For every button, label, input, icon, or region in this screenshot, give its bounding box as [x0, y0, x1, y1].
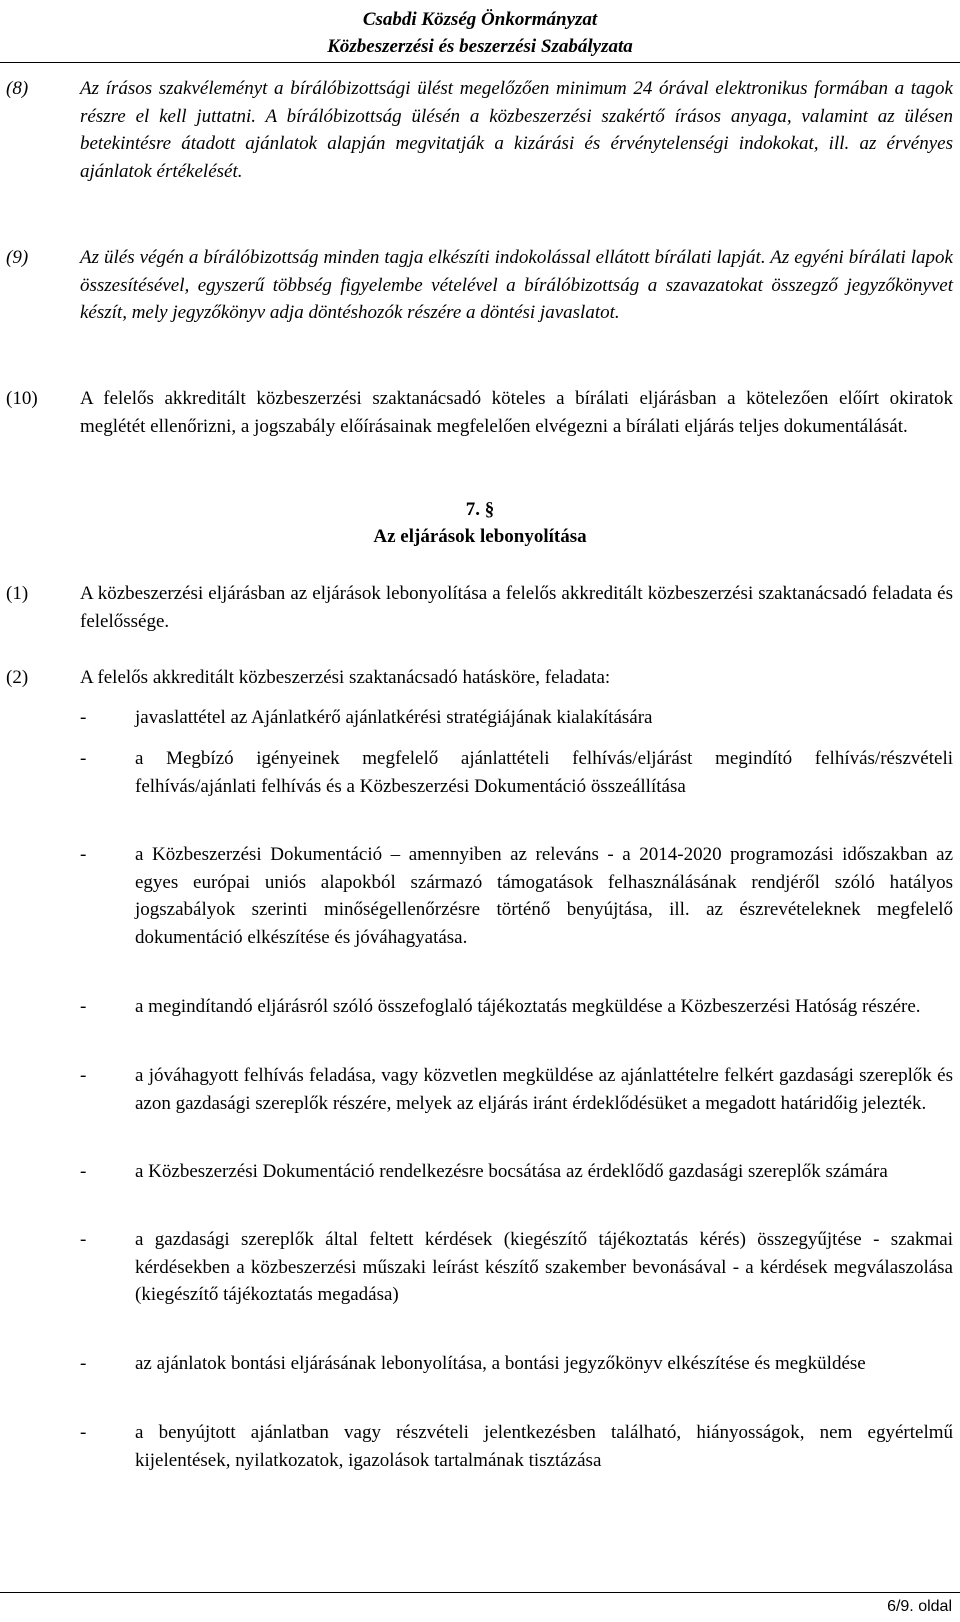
header-divider — [0, 62, 960, 63]
list-item-text: a jóváhagyott felhívás feladása, vagy közvetlen megküldése az ajánlattételre felkért gazdasági szereplők és azon gazdasági szereplők részére, melyek az eljárás iránt érdeklődésüket a megadott határidőig jelezték. — [135, 1065, 953, 1114]
paragraph-text: A felelős akkreditált közbeszerzési szaktanácsadó köteles a bírálati eljárásban a kötelezően előírt okiratok meglétét ellenőrizni, a jogszabály előírásainak megfelelően elvégezni a bírálati eljárás teljes dokumentálását. — [80, 388, 953, 437]
list-dash: - — [80, 707, 87, 728]
footer-divider — [0, 1592, 960, 1593]
list-dash: - — [80, 1422, 87, 1443]
section-title: Az eljárások lebonyolítása — [373, 526, 587, 547]
paragraph-number: (1) — [6, 583, 29, 604]
list-dash: - — [80, 844, 87, 865]
list-dash: - — [80, 1229, 87, 1250]
list-dash: - — [80, 996, 87, 1017]
list-dash: - — [80, 748, 87, 769]
list-item-text: javaslattétel az Ajánlatkérő ajánlatkérési stratégiájának kialakítására — [135, 707, 653, 728]
header-document-title: Közbeszerzési és beszerzési Szabályzata — [327, 36, 633, 57]
list-item-text: a Megbízó igényeinek megfelelő ajánlattételi felhívás/eljárást megindító felhívás/részvételi felhívás/ajánlati felhívás és a Közbeszerzési Dokumentáció összeállítása — [135, 748, 953, 797]
section-number: 7. § — [465, 499, 495, 520]
header-municipality: Csabdi Község Önkormányzat — [362, 9, 598, 30]
list-item-text: az ajánlatok bontási eljárásának lebonyolítása, a bontási jegyzőkönyv elkészítése és megküldése — [135, 1353, 866, 1374]
paragraph-number: (8) — [6, 78, 29, 99]
list-dash: - — [80, 1353, 87, 1374]
paragraph-text: A közbeszerzési eljárásban az eljárások lebonyolítása a felelős akkreditált közbeszerzési szaktanácsadó feladata és felelőssége. — [80, 583, 953, 632]
list-item-text: a benyújtott ajánlatban vagy részvételi jelentkezésben található, hiányosságok, nem egyértelmű kijelentések, nyilatkozatok, igazolások tartalmának tisztázása — [135, 1422, 953, 1471]
list-dash: - — [80, 1065, 87, 1086]
page-header — [0, 6, 960, 60]
paragraph-text: Az írásos szakvéleményt a bírálóbizottsági ülést megelőzően minimum 24 órával elektronikus formában a tagok részre el kell juttatni. A bírálóbizottság ülésén a közbeszerzési szakértő írásos anyaga, valamint az ülésen betekintésre átadott ajánlatok alapján megvitatják a kizárási és érvénytelenségi indokokat, ill. az érvényes ajánlatok értékelését. — [80, 78, 953, 182]
paragraph-number: (2) — [6, 667, 29, 688]
page-number: 6/9. oldal — [887, 1598, 952, 1615]
list-item-text: a Közbeszerzési Dokumentáció – amennyiben az releváns - a 2014-2020 programozási időszakban az egyes európai uniós alapokból származó támogatások felhasználásának rendjéről szóló hatályos jogszabályok szerinti minőségellenőrzésre történő benyújtása, ill. az észrevételeknek megfelelő dokumentáció elkészítése és jóváhagyatása. — [135, 844, 953, 948]
list-item-text: a megindítandó eljárásról szóló összefoglaló tájékoztatás megküldése a Közbeszerzési Hatóság részére. — [135, 996, 921, 1017]
paragraph-number: (9) — [6, 247, 29, 268]
paragraph-text: A felelős akkreditált közbeszerzési szaktanácsadó hatásköre, feladata: — [80, 667, 611, 688]
list-item-text: a gazdasági szereplők által feltett kérdések (kiegészítő tájékoztatás kérés) összegyűjtése - szakmai kérdésekben a közbeszerzési műszaki leírást készítő szakember bevonásával - a kérdések megválaszolása (kiegészítő tájékoztatás megadása) — [135, 1229, 953, 1305]
paragraph-number: (10) — [6, 388, 38, 409]
list-item-text: a Közbeszerzési Dokumentáció rendelkezésre bocsátása az érdeklődő gazdasági szereplők számára — [135, 1161, 888, 1182]
list-dash: - — [80, 1161, 87, 1182]
paragraph-text: Az ülés végén a bírálóbizottság minden tagja elkészíti indokolással ellátott bírálati lapját. Az egyéni bírálati lapok összesítésével, egyszerű többség figyelembe vételével a bírálóbizottság a szavazatokat összegző jegyzőkönyvet készít, mely jegyzőkönyv adja döntéshozók részére a döntési javaslatot. — [80, 247, 953, 323]
